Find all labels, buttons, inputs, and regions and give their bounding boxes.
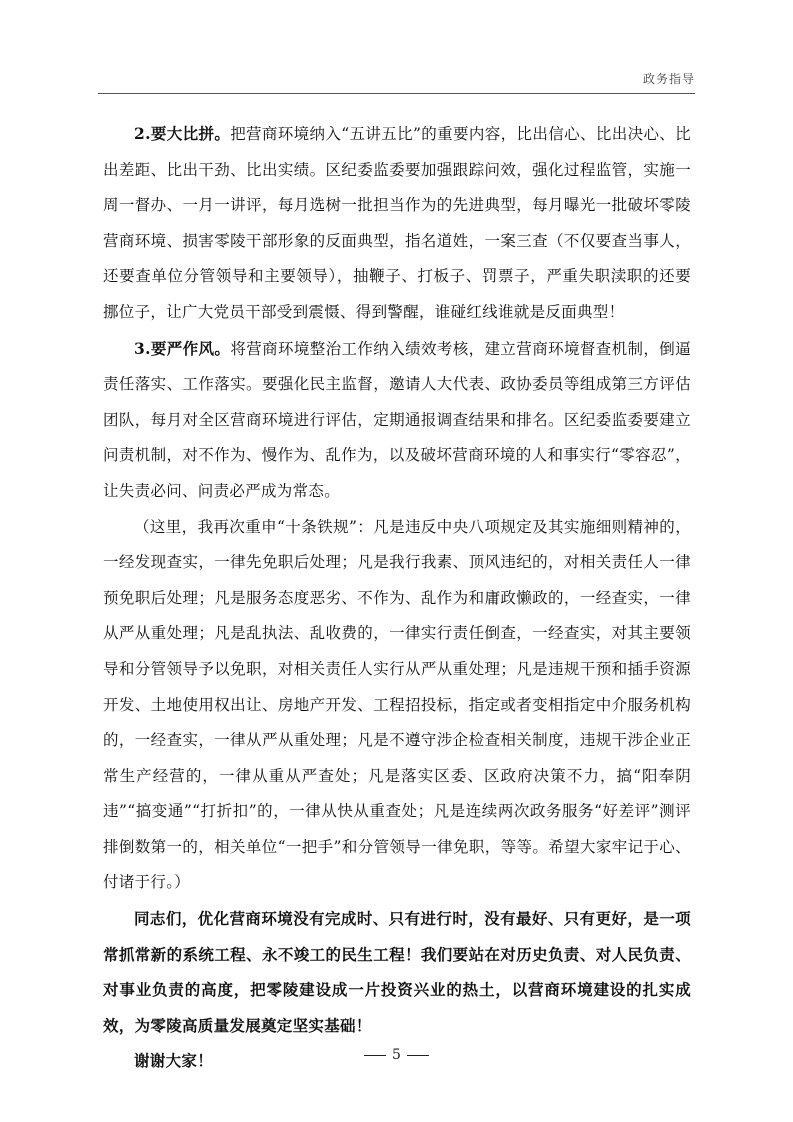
paragraph-ten-rules <box>103 510 691 902</box>
paragraph-competition <box>103 116 691 331</box>
paragraph-lead: 2.要大比拼。 <box>134 124 231 143</box>
paragraph-text: 将营商环境整治工作纳入绩效考核，建立营商环境督查机制，倒逼责任落实、工作落实。要强化民主监督，邀请人大代表、政协委员等组成第三方评估团队，每月对全区营商环境进行评估，定期通报调查结果和排名。区纪委监委要建立问责机制，对不作为、慢作为、乱作为，以及破坏营商环境的人和事实行“零容忍”，让失责必问、问责必严成为常态。 <box>103 339 691 500</box>
dash-left <box>364 1055 386 1056</box>
paragraph-work-style <box>103 331 691 510</box>
paragraph-text: 同志们，优化营商环境没有完成时、只有进行时，没有最好、只有更好，是一项常抓常新的系统工程、永不竣工的民生工程！我们要站在对历史负责、对人民负责、对事业负责的高度，把零陵建设成一片投资兴业的热土，以营商环境建设的扎实成效，为零陵高质量发展奠定坚实基础！ <box>103 909 691 1035</box>
paragraph-text: 谢谢大家！ <box>134 1051 214 1071</box>
page-footer <box>0 1047 793 1063</box>
dash-right <box>407 1055 429 1056</box>
body-text <box>103 116 691 1079</box>
section-label: 政务指导 <box>642 72 695 86</box>
paragraph-text: 把营商环境纳入“五讲五比”的重要内容，比出信心、比出决心、比出差距、比出干劲、比出实绩。区纪委监委要加强跟踪问效，强化过程监管，实施一周一督办、一月一讲评，每月选树一批担当作为的先进典型，每月曝光一批破坏零陵营商环境、损害零陵干部形象的反面典型，指名道姓，一案三查（不仅要查当事人，还要查单位分管领导和主要领导），抽鞭子、打板子、罚票子，严重失职渎职的还要挪位子，让广大党员干部受到震慑、得到警醒，谁碰红线谁就是反面典型！ <box>103 125 691 321</box>
paragraph-text: （这里，我再次重申“十条铁规”：凡是违反中央八项规定及其实施细则精神的，一经发现查实，一律先免职后处理；凡是我行我素、顶风违纪的，对相关责任人一律预免职后处理；凡是服务态度恶劣、不作为、乱作为和庸政懒政的，一经查实，一律从严从重处理；凡是乱执法、乱收费的，一律实行责任倒查，一经查实，对其主要领导和分管领导予以免职，对相关责任人实行从严从重处理；凡是违规干预和插手资源开发、土地使用权出让、房地产开发、工程招投标，指定或者变相指定中介服务机构的，一经查实，一律从严从重处理；凡是不遵守涉企检查相关制度，违规干涉企业正常生产经营的，一律从重从严查处；凡是落实区委、区政府决策不力，搞“阳奉阴违”“搞变通”“打折扣”的，一律从快从重查处；凡是连续两次政务服务“好差评”测评排倒数第一的，相关单位“一把手”和分管领导一律免职，等等。希望大家牢记于心、付诸于行。） <box>103 517 691 892</box>
page-number: 5 <box>392 1047 401 1063</box>
paragraph-lead: 3.要严作风。 <box>134 338 231 358</box>
paragraph-conclusion <box>103 901 691 1043</box>
header-divider <box>98 93 695 94</box>
